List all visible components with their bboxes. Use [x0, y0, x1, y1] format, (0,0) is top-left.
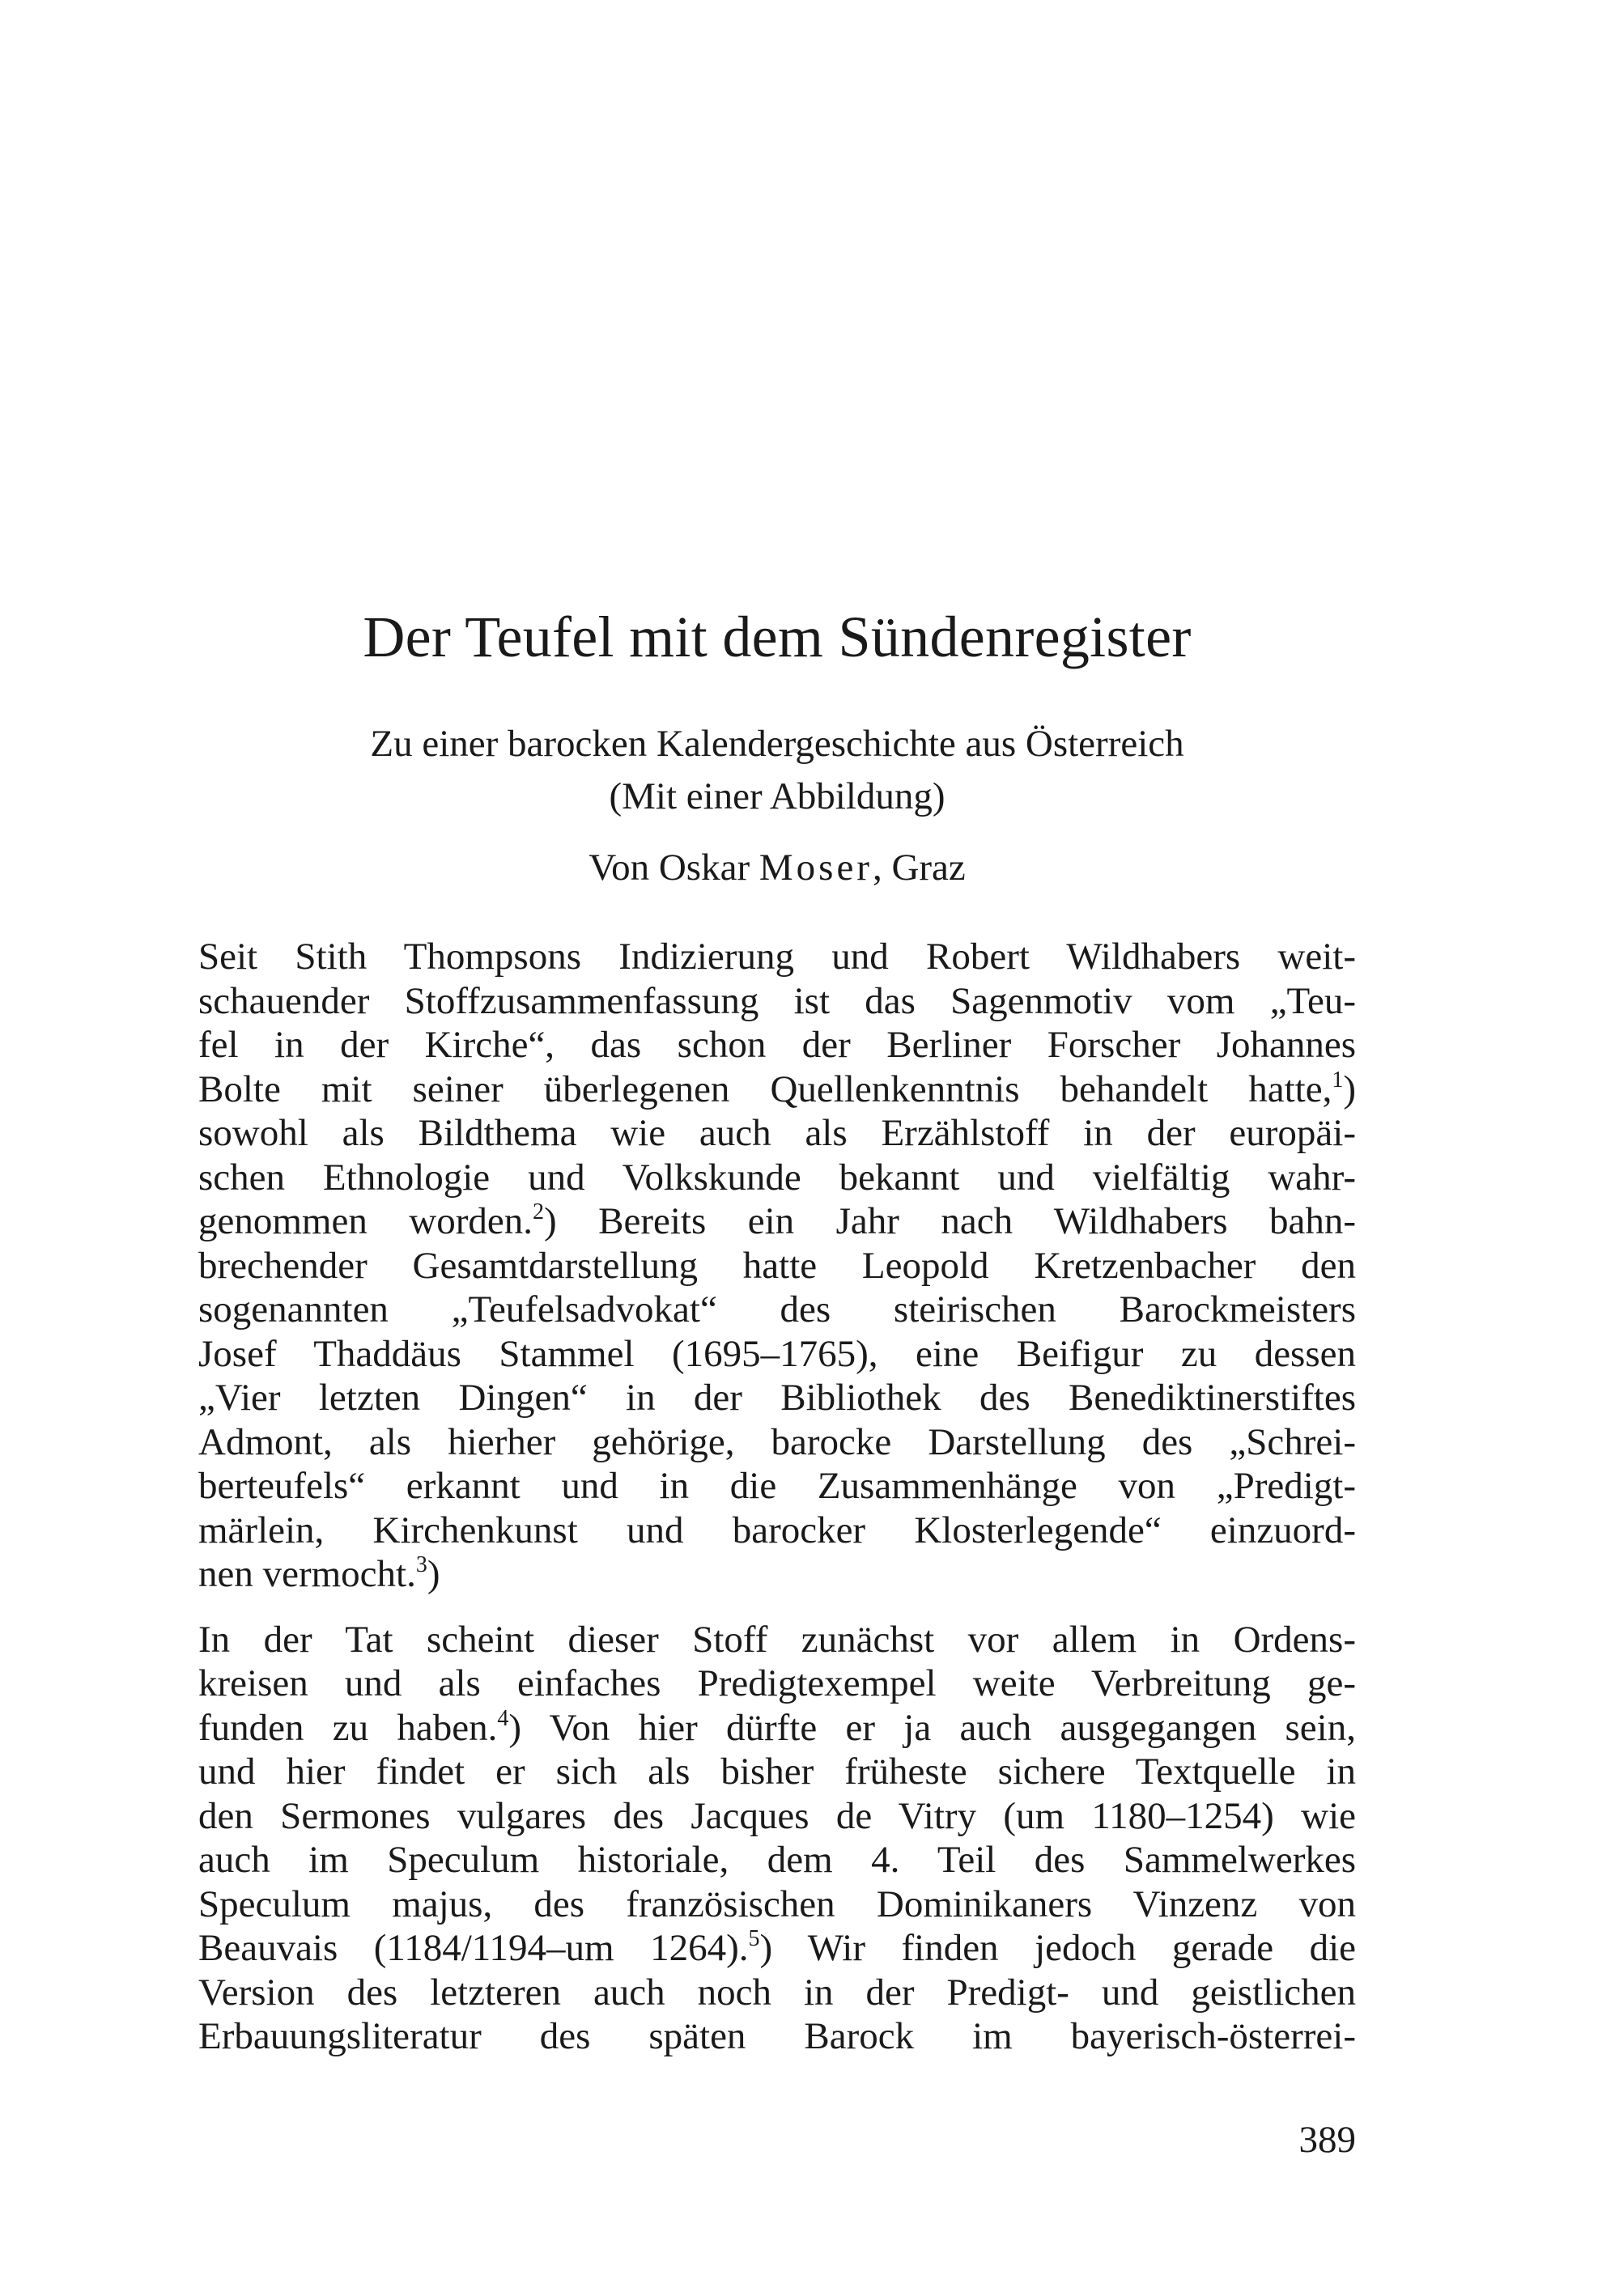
- text-line: Bolte mit seiner überlegenen Quellenkenntnis behandelt hatte,$^1$): [198, 1067, 1356, 1110]
- text-line: kreisen und als einfaches Predigtexempel weite Verbreitung ge-: [198, 1662, 1356, 1704]
- page-number: 389: [1298, 2119, 1356, 2161]
- author-prefix: Von Oskar: [589, 847, 759, 889]
- text-line: Josef Thaddäus Stammel (1695–1765), eine Beifigur zu dessen: [198, 1332, 1356, 1375]
- text-line: In der Tat scheint dieser Stoff zunächst vor allem in Ordens-: [198, 1618, 1356, 1661]
- footnote-ref: 2: [533, 1199, 545, 1224]
- author-suffix: , Graz: [872, 847, 966, 889]
- footnote-ref: 3: [415, 1552, 427, 1577]
- text-line: sogenannten „Teufelsadvokat“ des steirischen Barockmeisters: [198, 1288, 1356, 1330]
- text-line: sowohl als Bildthema wie auch als Erzählstoff in der europäi-: [198, 1112, 1356, 1154]
- paragraph-1: [198, 935, 1356, 1597]
- article-title: Der Teufel mit dem Sündenregister: [363, 605, 1192, 669]
- article-subtitle-note: (Mit einer Abbildung): [609, 775, 945, 817]
- text-line: den Sermones vulgares des Jacques de Vitry (um 1180–1254) wie: [198, 1794, 1356, 1837]
- footnote-ref: 4: [497, 1705, 509, 1731]
- footnote-ref: 5: [748, 1926, 760, 1951]
- text-line: Seit Stith Thompsons Indizierung und Robert Wildhabers weit-: [198, 936, 1356, 978]
- text-line: schauender Stoffzusammenfassung ist das Sagenmotiv vom „Teu-: [198, 979, 1356, 1022]
- text-line: und hier findet er sich als bisher früheste sichere Textquelle in: [198, 1751, 1356, 1793]
- article-body: [198, 935, 1356, 2059]
- text-line: brechender Gesamtdarstellung hatte Leopold Kretzenbacher den: [198, 1244, 1356, 1287]
- text-line: schen Ethnologie und Volkskunde bekannt und vielfältig wahr-: [198, 1156, 1356, 1199]
- text-line: fel in der Kirche“, das schon der Berliner Forscher Johannes: [198, 1024, 1356, 1066]
- paragraph-2: [198, 1618, 1356, 2059]
- text-line: funden zu haben.$^4$) Von hier dürfte er ja auch ausgegangen sein,: [198, 1705, 1356, 1749]
- text-line: Speculum majus, des französischen Dominikaners Vinzenz von: [198, 1882, 1356, 1925]
- text-line: märlein, Kirchenkunst und barocker Klosterlegende“ einzuord-: [198, 1509, 1356, 1551]
- author-surname: Moser: [759, 847, 873, 889]
- text-line: nen vermocht.$^3$): [198, 1552, 440, 1595]
- text-line: berteufels“ erkannt und in die Zusammenhänge von „Predigt-: [198, 1465, 1356, 1507]
- text-line: Admont, als hierher gehörige, barocke Darstellung des „Schrei-: [198, 1420, 1356, 1463]
- paper-page: [198, 0, 1356, 2296]
- text-line: genommen worden.$^2$) Bereits ein Jahr nach Wildhabers bahn-: [198, 1199, 1356, 1242]
- author-line: [198, 844, 1356, 891]
- footnote-ref: 1: [1332, 1067, 1344, 1093]
- text-line: „Vier letzten Dingen“ in der Bibliothek des Benediktinerstiftes: [198, 1377, 1356, 1419]
- text-line: Beauvais (1184/1194–um 1264).$^5$) Wir finden jedoch gerade die: [198, 1926, 1357, 1969]
- text-line: Erbauungsliteratur des späten Barock im bayerisch-österrei-: [198, 2015, 1356, 2057]
- article-subtitle: Zu einer barocken Kalendergeschichte aus Österreich: [370, 723, 1184, 765]
- text-line: auch im Speculum historiale, dem 4. Teil des Sammelwerkes: [198, 1839, 1356, 1881]
- text-line: Version des letzteren auch noch in der Predigt- und geistlichen: [198, 1971, 1356, 2014]
